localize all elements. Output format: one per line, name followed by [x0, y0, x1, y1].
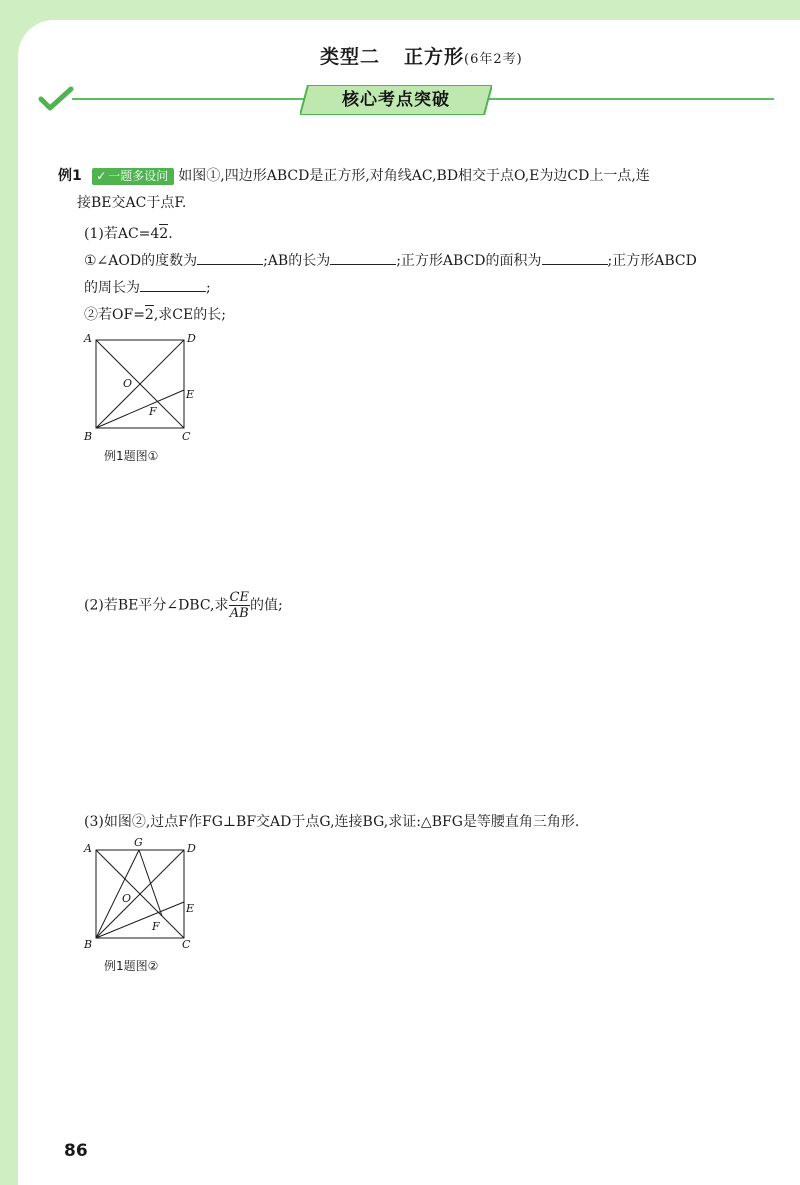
label-G2: G: [134, 836, 143, 849]
answer-blank-area[interactable]: [542, 250, 608, 265]
segment-be: [96, 390, 184, 428]
label-D2: D: [187, 842, 196, 855]
section-banner: [300, 85, 492, 115]
answer-blank-perimeter[interactable]: [140, 277, 206, 292]
segment-gf: [139, 850, 162, 916]
banner-title: 核心考点突破: [342, 90, 450, 110]
segment-be-2: [96, 902, 184, 938]
example-stem-line1: [58, 166, 650, 186]
stem-text-1: 如图①,四边形ABCD是正方形,对角线AC,BD相交于点O,E为边CD上一点,连: [178, 168, 650, 184]
type-label: 类型二: [320, 46, 381, 68]
example-stem-line2: 接BE交AC于点F.: [77, 195, 187, 211]
tag-check-icon: ✓: [96, 168, 107, 183]
part2-question: (2)若BE平分∠DBC,求 $\frac{CE}{AB}$ 的值;: [84, 590, 283, 621]
figure-2: [82, 836, 202, 954]
answer-blank-ab[interactable]: [330, 250, 396, 265]
label-O: O: [123, 377, 133, 390]
checkmark-icon: [38, 86, 74, 112]
label-C: C: [182, 430, 191, 443]
multi-question-tag: ✓ 一题多设问: [92, 168, 174, 185]
figure-1-caption: 例1题图①: [104, 449, 159, 463]
banner-rule-left: [72, 98, 308, 100]
part1-sub1-line1: ①∠AOD的度数为 ;AB的长为 ;正方形ABCD的面积为 ;正方形ABCD: [84, 250, 697, 271]
figure-1: [82, 330, 202, 445]
label-A2: A: [84, 842, 92, 855]
segment-bg: [96, 850, 139, 938]
banner-rule-right: [484, 98, 774, 100]
label-F: F: [149, 405, 157, 418]
fraction-ce-ab: $\frac{CE}{AB}$: [229, 590, 249, 621]
part1-sub2: ②若OF=2,求CE的长;: [84, 307, 226, 323]
label-C2: C: [182, 938, 191, 951]
label-F2: F: [152, 920, 160, 933]
part3-question: (3)如图②,过点F作FG⊥BF交AD于点G,连接BG,求证:△BFG是等腰直角三角形.: [84, 814, 580, 830]
figure-2-caption: 例1题图②: [104, 959, 159, 973]
label-B2: B: [84, 938, 93, 951]
topic-label: 正方形: [404, 46, 465, 68]
label-D: D: [187, 332, 196, 345]
label-E: E: [186, 388, 195, 401]
example-label: 例1: [58, 168, 82, 184]
sqrt-radicand: 2: [159, 226, 169, 242]
sqrt-radicand-2: 2: [144, 307, 154, 323]
label-O2: O: [122, 892, 132, 905]
exam-frequency-note: (6年2考): [464, 52, 523, 67]
section-title: [320, 42, 523, 69]
part1-intro: (1)若AC=42.: [84, 226, 173, 242]
label-B: B: [84, 430, 93, 443]
part1-sub1-line2: 的周长为 ;: [84, 277, 211, 298]
answer-blank-angle[interactable]: [197, 250, 263, 265]
page-number: 86: [64, 1141, 88, 1161]
label-E2: E: [186, 902, 195, 915]
label-A: A: [84, 332, 92, 345]
